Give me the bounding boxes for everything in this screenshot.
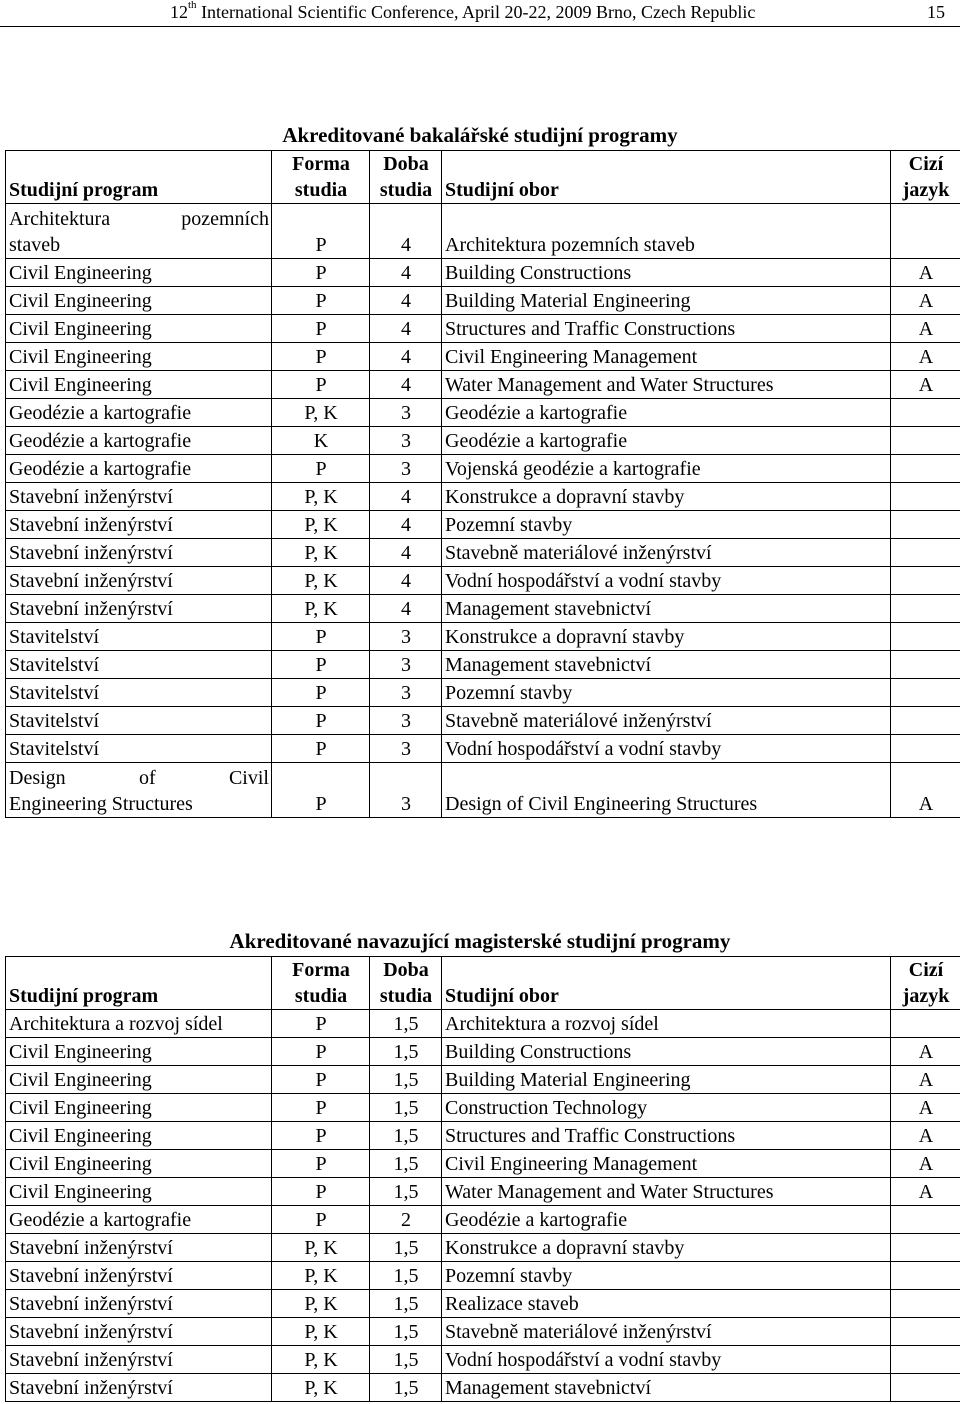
cell-program: Stavitelství <box>6 707 272 735</box>
page-header <box>0 0 960 27</box>
cell-program: Civil Engineering <box>6 1066 272 1094</box>
table-row <box>6 1318 960 1346</box>
cell-jazyk <box>891 539 960 567</box>
cell-jazyk: A <box>891 259 960 287</box>
cell-doba: 4 <box>370 315 442 343</box>
cell-jazyk <box>891 567 960 595</box>
cell-jazyk <box>891 1318 960 1346</box>
cell-obor: Pozemní stavby <box>442 1262 891 1290</box>
cell-obor: Building Constructions <box>442 259 891 287</box>
cell-forma: P, K <box>272 1290 370 1318</box>
cell-doba: 4 <box>370 483 442 511</box>
col-header-jazyk: Cizí jazyk <box>891 957 960 1010</box>
cell-program: Geodézie a kartografie <box>6 455 272 483</box>
cell-obor: Water Management and Water Structures <box>442 1178 891 1206</box>
cell-obor: Vojenská geodézie a kartografie <box>442 455 891 483</box>
table-row <box>6 763 960 818</box>
cell-forma: P, K <box>272 483 370 511</box>
cell-obor: Konstrukce a dopravní stavby <box>442 1234 891 1262</box>
cell-forma: P, K <box>272 1318 370 1346</box>
cell-jazyk: A <box>891 763 960 818</box>
table-row <box>6 1374 960 1402</box>
bachelor-table <box>5 150 960 818</box>
cell-doba: 3 <box>370 679 442 707</box>
table-row <box>6 287 960 315</box>
bachelor-caption: Akreditované bakalářské studijní programy <box>282 123 678 147</box>
cell-forma: P, K <box>272 1374 370 1402</box>
cell-jazyk <box>891 707 960 735</box>
cell-obor: Civil Engineering Management <box>442 1150 891 1178</box>
cell-doba: 1,5 <box>370 1150 442 1178</box>
cell-obor: Building Material Engineering <box>442 287 891 315</box>
cell-forma: P <box>272 1010 370 1038</box>
cell-obor: Pozemní stavby <box>442 679 891 707</box>
cell-doba: 4 <box>370 343 442 371</box>
ordinal-number: 12 <box>170 2 188 22</box>
cell-obor: Architektura a rozvoj sídel <box>442 1010 891 1038</box>
cell-obor: Management stavebnictví <box>442 651 891 679</box>
cell-forma: P <box>272 371 370 399</box>
cell-doba: 1,5 <box>370 1346 442 1374</box>
cell-doba: 1,5 <box>370 1374 442 1402</box>
cell-obor: Building Material Engineering <box>442 1066 891 1094</box>
cell-forma: P <box>272 651 370 679</box>
cell-obor: Management stavebnictví <box>442 595 891 623</box>
table-row <box>6 483 960 511</box>
cell-forma: P <box>272 735 370 763</box>
cell-doba: 1,5 <box>370 1038 442 1066</box>
cell-forma: P <box>272 1150 370 1178</box>
cell-forma: P <box>272 623 370 651</box>
cell-jazyk <box>891 1346 960 1374</box>
cell-forma: P, K <box>272 567 370 595</box>
cell-obor: Realizace staveb <box>442 1290 891 1318</box>
cell-doba: 4 <box>370 259 442 287</box>
cell-doba: 3 <box>370 651 442 679</box>
cell-forma: P <box>272 1206 370 1234</box>
cell-forma: P, K <box>272 1346 370 1374</box>
cell-forma: P <box>272 259 370 287</box>
cell-doba: 1,5 <box>370 1122 442 1150</box>
cell-jazyk <box>891 1206 960 1234</box>
cell-obor: Geodézie a kartografie <box>442 427 891 455</box>
cell-forma: P, K <box>272 1262 370 1290</box>
master-table <box>5 956 960 1402</box>
cell-obor: Structures and Traffic Constructions <box>442 1122 891 1150</box>
cell-jazyk: A <box>891 343 960 371</box>
cell-jazyk <box>891 679 960 707</box>
table-row <box>6 539 960 567</box>
table-row <box>6 1038 960 1066</box>
col-header-program: Studijní program <box>6 957 272 1010</box>
cell-doba: 1,5 <box>370 1234 442 1262</box>
cell-jazyk <box>891 651 960 679</box>
cell-obor: Building Constructions <box>442 1038 891 1066</box>
cell-obor: Vodní hospodářství a vodní stavby <box>442 567 891 595</box>
cell-forma: K <box>272 427 370 455</box>
cell-forma: P, K <box>272 399 370 427</box>
conference-title <box>170 2 755 23</box>
cell-program: Stavební inženýrství <box>6 483 272 511</box>
cell-doba: 4 <box>370 511 442 539</box>
cell-program: Geodézie a kartografie <box>6 1206 272 1234</box>
cell-jazyk <box>891 511 960 539</box>
cell-program: Civil Engineering <box>6 1094 272 1122</box>
cell-doba: 3 <box>370 735 442 763</box>
cell-program: Civil Engineering <box>6 259 272 287</box>
cell-program: Geodézie a kartografie <box>6 399 272 427</box>
cell-forma: P <box>272 1122 370 1150</box>
cell-doba: 4 <box>370 539 442 567</box>
cell-jazyk <box>891 1290 960 1318</box>
cell-jazyk: A <box>891 371 960 399</box>
cell-program: Stavební inženýrství <box>6 1262 272 1290</box>
cell-obor: Water Management and Water Structures <box>442 371 891 399</box>
cell-jazyk: A <box>891 1178 960 1206</box>
cell-jazyk: A <box>891 315 960 343</box>
table-row <box>6 399 960 427</box>
cell-doba: 3 <box>370 455 442 483</box>
cell-jazyk: A <box>891 1122 960 1150</box>
table-row <box>6 204 960 259</box>
cell-forma: P <box>272 287 370 315</box>
cell-jazyk <box>891 455 960 483</box>
cell-forma: P <box>272 679 370 707</box>
table-row <box>6 707 960 735</box>
table-row <box>6 623 960 651</box>
cell-program: Architektura a rozvoj sídel <box>6 1010 272 1038</box>
cell-doba: 4 <box>370 287 442 315</box>
table-row <box>6 1066 960 1094</box>
cell-obor: Vodní hospodářství a vodní stavby <box>442 735 891 763</box>
cell-doba: 1,5 <box>370 1010 442 1038</box>
cell-jazyk <box>891 595 960 623</box>
cell-program: Architektura pozemních staveb <box>6 204 272 259</box>
table-row <box>6 1346 960 1374</box>
cell-obor: Pozemní stavby <box>442 511 891 539</box>
cell-program: Stavitelství <box>6 623 272 651</box>
cell-doba: 3 <box>370 707 442 735</box>
cell-doba: 1,5 <box>370 1318 442 1346</box>
table-header-row <box>6 957 960 1010</box>
cell-jazyk <box>891 735 960 763</box>
cell-program: Stavební inženýrství <box>6 595 272 623</box>
table-row <box>6 1262 960 1290</box>
cell-jazyk: A <box>891 287 960 315</box>
cell-program: Stavitelství <box>6 735 272 763</box>
cell-doba: 1,5 <box>370 1262 442 1290</box>
cell-jazyk: A <box>891 1094 960 1122</box>
cell-program: Civil Engineering <box>6 371 272 399</box>
table-row <box>6 427 960 455</box>
cell-forma: P <box>272 1094 370 1122</box>
cell-jazyk <box>891 1234 960 1262</box>
cell-program: Stavitelství <box>6 651 272 679</box>
col-header-obor: Studijní obor <box>442 957 891 1010</box>
cell-obor: Konstrukce a dopravní stavby <box>442 623 891 651</box>
cell-obor: Construction Technology <box>442 1094 891 1122</box>
table-row <box>6 595 960 623</box>
cell-doba: 4 <box>370 595 442 623</box>
cell-doba: 4 <box>370 204 442 259</box>
cell-doba: 1,5 <box>370 1290 442 1318</box>
cell-program: Geodézie a kartografie <box>6 427 272 455</box>
cell-obor: Design of Civil Engineering Structures <box>442 763 891 818</box>
cell-program: Stavební inženýrství <box>6 1290 272 1318</box>
table-row <box>6 1122 960 1150</box>
ordinal-suffix: th <box>188 0 197 11</box>
cell-obor: Stavebně materiálové inženýrství <box>442 707 891 735</box>
cell-forma: P <box>272 455 370 483</box>
cell-obor: Konstrukce a dopravní stavby <box>442 483 891 511</box>
col-header-program: Studijní program <box>6 151 272 204</box>
cell-jazyk <box>891 1374 960 1402</box>
table-row <box>6 371 960 399</box>
cell-obor: Geodézie a kartografie <box>442 399 891 427</box>
cell-jazyk <box>891 399 960 427</box>
cell-forma: P, K <box>272 595 370 623</box>
cell-program: Civil Engineering <box>6 287 272 315</box>
cell-program: Stavební inženýrství <box>6 1318 272 1346</box>
table-row <box>6 1150 960 1178</box>
table-row <box>6 651 960 679</box>
table-row <box>6 1178 960 1206</box>
cell-forma: P, K <box>272 1234 370 1262</box>
cell-doba: 1,5 <box>370 1094 442 1122</box>
cell-doba: 3 <box>370 399 442 427</box>
cell-program: Civil Engineering <box>6 1150 272 1178</box>
cell-forma: P <box>272 315 370 343</box>
cell-doba: 3 <box>370 427 442 455</box>
cell-forma: P <box>272 1178 370 1206</box>
cell-doba: 1,5 <box>370 1178 442 1206</box>
cell-jazyk <box>891 204 960 259</box>
table-row <box>6 259 960 287</box>
cell-program: Stavební inženýrství <box>6 1346 272 1374</box>
cell-program: Civil Engineering <box>6 315 272 343</box>
col-header-doba: Doba studia <box>370 957 442 1010</box>
col-header-doba: Doba studia <box>370 151 442 204</box>
cell-program: Stavební inženýrství <box>6 511 272 539</box>
table-row <box>6 1094 960 1122</box>
table-row <box>6 1234 960 1262</box>
cell-program: Civil Engineering <box>6 343 272 371</box>
cell-obor: Structures and Traffic Constructions <box>442 315 891 343</box>
cell-program: Stavební inženýrství <box>6 1374 272 1402</box>
page-number: 15 <box>927 2 945 22</box>
col-header-forma: Forma studia <box>272 151 370 204</box>
cell-forma: P <box>272 1038 370 1066</box>
cell-forma: P <box>272 707 370 735</box>
table-row <box>6 1206 960 1234</box>
cell-doba: 1,5 <box>370 1066 442 1094</box>
col-header-jazyk: Cizí jazyk <box>891 151 960 204</box>
table-row <box>6 343 960 371</box>
cell-jazyk: A <box>891 1038 960 1066</box>
cell-doba: 3 <box>370 763 442 818</box>
cell-doba: 3 <box>370 623 442 651</box>
cell-jazyk: A <box>891 1066 960 1094</box>
cell-jazyk <box>891 1262 960 1290</box>
cell-obor: Vodní hospodářství a vodní stavby <box>442 1346 891 1374</box>
cell-jazyk <box>891 483 960 511</box>
cell-doba: 4 <box>370 371 442 399</box>
table-row <box>6 1010 960 1038</box>
cell-program: Civil Engineering <box>6 1038 272 1066</box>
cell-program: Design of Civil Engineering Structures <box>6 763 272 818</box>
table-header-row <box>6 151 960 204</box>
table-row <box>6 567 960 595</box>
cell-jazyk <box>891 427 960 455</box>
table-row <box>6 679 960 707</box>
cell-forma: P, K <box>272 539 370 567</box>
cell-jazyk <box>891 623 960 651</box>
cell-program: Stavitelství <box>6 679 272 707</box>
cell-obor: Architektura pozemních staveb <box>442 204 891 259</box>
master-caption: Akreditované navazující magisterské studijní programy <box>229 929 731 953</box>
cell-doba: 4 <box>370 567 442 595</box>
cell-obor: Civil Engineering Management <box>442 343 891 371</box>
table-row <box>6 1290 960 1318</box>
cell-forma: P <box>272 763 370 818</box>
cell-jazyk <box>891 1010 960 1038</box>
cell-doba: 2 <box>370 1206 442 1234</box>
col-header-obor: Studijní obor <box>442 151 891 204</box>
cell-program: Stavební inženýrství <box>6 567 272 595</box>
cell-program: Stavební inženýrství <box>6 539 272 567</box>
table-row <box>6 315 960 343</box>
cell-obor: Stavebně materiálové inženýrství <box>442 539 891 567</box>
cell-program: Civil Engineering <box>6 1178 272 1206</box>
cell-jazyk: A <box>891 1150 960 1178</box>
table-row <box>6 455 960 483</box>
conference-title-text: International Scientific Conference, April 20-22, 2009 Brno, Czech Republic <box>196 2 756 22</box>
cell-obor: Stavebně materiálové inženýrství <box>442 1318 891 1346</box>
table-row <box>6 511 960 539</box>
cell-program: Stavební inženýrství <box>6 1234 272 1262</box>
cell-obor: Geodézie a kartografie <box>442 1206 891 1234</box>
cell-forma: P <box>272 204 370 259</box>
cell-forma: P <box>272 343 370 371</box>
table-row <box>6 735 960 763</box>
cell-forma: P <box>272 1066 370 1094</box>
col-header-forma: Forma studia <box>272 957 370 1010</box>
cell-obor: Management stavebnictví <box>442 1374 891 1402</box>
cell-forma: P, K <box>272 511 370 539</box>
cell-program: Civil Engineering <box>6 1122 272 1150</box>
